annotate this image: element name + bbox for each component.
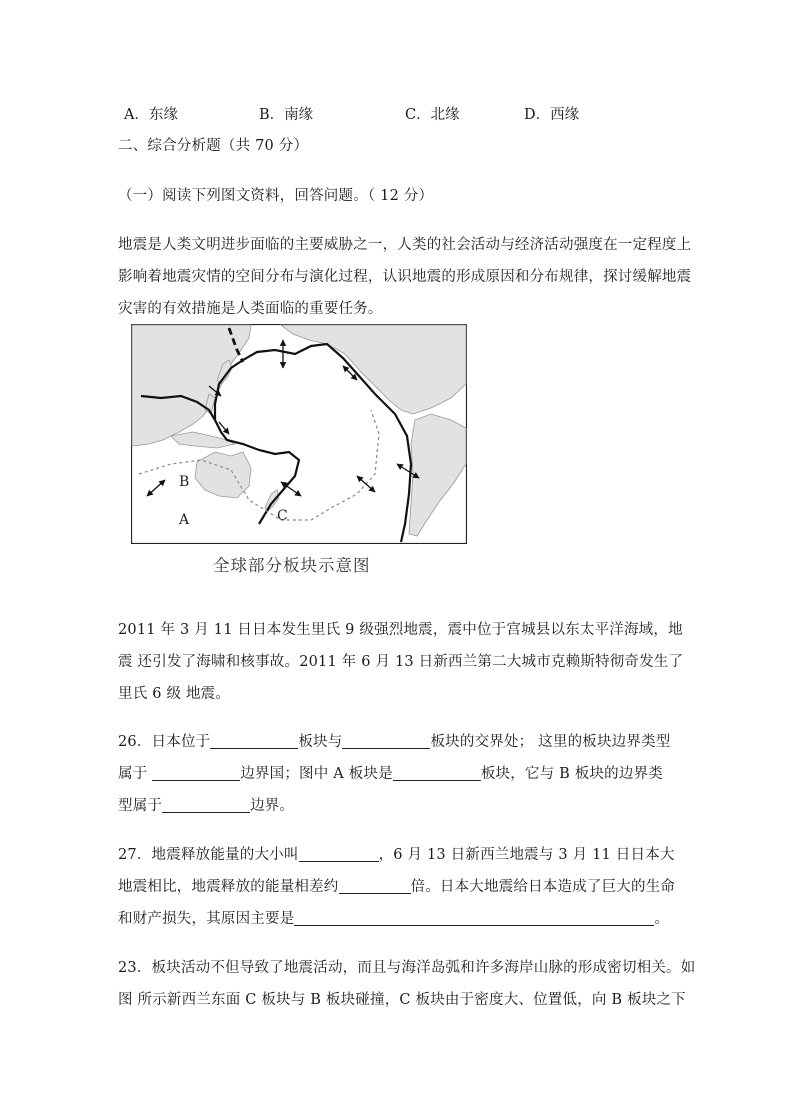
sub-title: （一）阅读下列图文资料，回答问题。（ 12 分） (118, 188, 434, 204)
q26-line-3: 型属于 边界。 (118, 798, 295, 814)
news-line-1: 2011 年 3 月 11 日日本发生里氏 9 级强烈地震，震中位于宫城县以东太平洋海域，地 (118, 622, 683, 638)
q26-blank-2[interactable] (342, 732, 430, 749)
option-b: B．南缘 (259, 107, 314, 123)
intro-line-3: 灾害的有效措施是人类面临的重要任务。 (118, 301, 383, 317)
q26-blank-3[interactable] (152, 764, 240, 781)
option-a: A．东缘 (124, 107, 178, 123)
q27-line-3: 和财产损失，其原因主要是 。 (118, 911, 670, 927)
label-b: B (179, 474, 190, 490)
news-line-3: 里氏 6 级 地震。 (118, 686, 231, 702)
news-line-2: 震 还引发了海啸和核事故。2011 年 6 月 13 日新西兰第二大城市克赖斯特彻奇发生了 (118, 654, 684, 670)
q26-line-2: 属于 边界国；图中 A 板块是 板块，它与 B 板块的边界类 (118, 766, 663, 782)
q26-blank-4[interactable] (393, 764, 481, 781)
intro-line-2: 影响着地震灾情的空间分布与演化过程，认识地震的形成原因和分布规律，探讨缓解地震 (118, 269, 692, 285)
section-title: 二、综合分析题（共 70 分） (118, 138, 309, 154)
q27-blank-1[interactable] (299, 845, 379, 862)
option-c: C．北缘 (405, 107, 460, 123)
q27-line-1: 27．地震释放能量的大小叫 ，6 月 13 日新西兰地震与 3 月 11 日日本大 (118, 847, 675, 863)
q23-line-1: 23．板块活动不但导致了地震活动，而且与海洋岛弧和许多海岸山脉的形成密切相关。如 (118, 960, 696, 976)
option-d: D．西缘 (524, 107, 580, 123)
label-c: C (277, 508, 288, 524)
q23-line-2: 图 所示新西兰东面 C 板块与 B 板块碰撞，C 板块由于密度大、位置低，向 B 板块之下 (118, 992, 686, 1008)
q26-blank-1[interactable] (210, 732, 298, 749)
intro-line-1: 地震是人类文明进步面临的主要威胁之一，人类的社会活动与经济活动强度在一定程度上 (118, 237, 692, 253)
q27-line-2: 地震相比，地震释放的能量相差约 倍。日本大地震给日本造成了巨大的生命 (118, 879, 676, 895)
q27-blank-2[interactable] (339, 877, 411, 894)
plate-map (131, 324, 467, 544)
q26-blank-5[interactable] (162, 796, 250, 813)
label-a: A (179, 512, 190, 528)
q26-line-1: 26．日本位于 板块与 板块的交界处； 这里的板块边界类型 (118, 734, 671, 750)
q27-blank-3[interactable] (294, 909, 654, 926)
map-caption: 全球部分板块示意图 (213, 556, 371, 575)
